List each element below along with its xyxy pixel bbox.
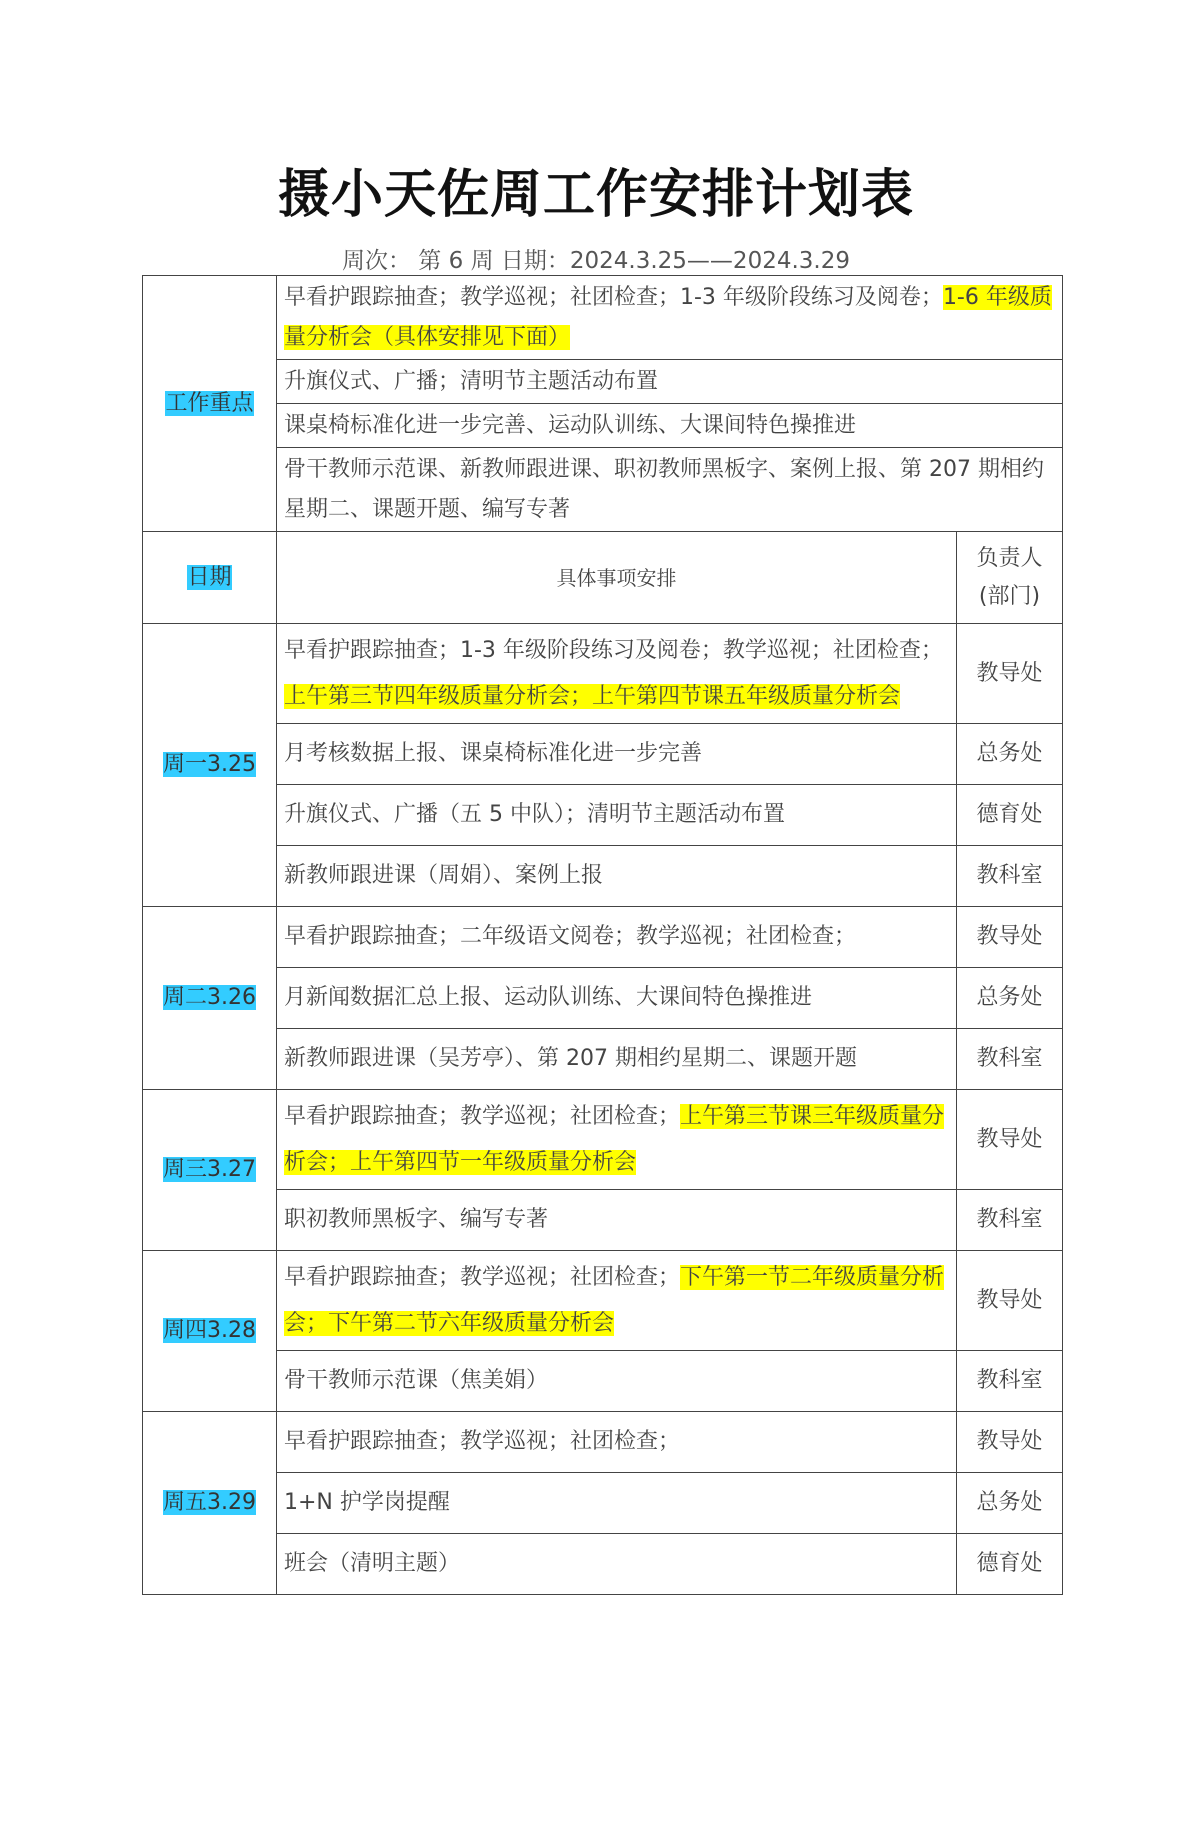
table-row <box>143 1190 1063 1251</box>
item-highlight: 下午第一节二年级质量分析会；下午第二节六年级质量分析会 <box>284 1264 945 1336</box>
item-text: 课桌椅标准化进一步完善、运动队训练、大课间特色操推进 <box>284 412 857 438</box>
item-highlight: 上午第三节课三年级质量分析会；上午第四节一年级质量分析会 <box>284 1103 945 1175</box>
table-row <box>143 907 1063 968</box>
day-label-cell <box>143 1251 277 1412</box>
day-label: 周一3.25 <box>163 752 256 777</box>
item-text: 骨干教师示范课（焦美娟） <box>284 1368 549 1393</box>
day-item <box>277 1029 957 1090</box>
focus-row <box>143 276 1063 360</box>
day-item <box>277 1473 957 1534</box>
dept-cell: 教导处 <box>957 907 1063 968</box>
dept-cell: 教导处 <box>957 1412 1063 1473</box>
page-title: 摄小天佐周工作安排计划表 <box>277 165 914 225</box>
week-date-subtitle: 周次： 第 6 周 日期：2024.3.25——2024.3.29 <box>342 248 850 274</box>
table-row <box>143 1534 1063 1595</box>
item-text: 早看护跟踪抽查；教学巡视；社团检查；1-3 年级阶段练习及阅卷； <box>284 284 943 310</box>
focus-label-cell <box>143 276 277 532</box>
day-item <box>277 1534 957 1595</box>
day-label: 周四3.28 <box>163 1318 256 1343</box>
table-row <box>143 785 1063 846</box>
day-label: 周五3.29 <box>163 1490 256 1515</box>
table-header-row <box>143 532 1063 624</box>
table-row <box>143 724 1063 785</box>
dept-cell: 德育处 <box>957 1534 1063 1595</box>
table-row <box>143 1351 1063 1412</box>
owner-header-line1: 负责人 <box>976 545 1043 571</box>
dept-cell: 教科室 <box>957 846 1063 907</box>
table-row <box>143 1473 1063 1534</box>
day-item <box>277 1351 957 1412</box>
day-label: 周二3.26 <box>163 985 256 1010</box>
table-row <box>143 846 1063 907</box>
item-text: 早看护跟踪抽查；1-3 年级阶段练习及阅卷；教学巡视；社团检查； <box>284 637 943 663</box>
day-label: 周三3.27 <box>163 1157 256 1182</box>
item-text: 升旗仪式、广播；清明节主题活动布置 <box>284 368 659 394</box>
item-text: 早看护跟踪抽查；教学巡视；社团检查； <box>284 1429 681 1454</box>
table-row <box>143 1090 1063 1190</box>
dept-cell: 总务处 <box>957 1473 1063 1534</box>
item-text: 职初教师黑板字、编写专著 <box>284 1207 549 1232</box>
focus-item <box>277 448 1063 532</box>
item-text: 早看护跟踪抽查；教学巡视；社团检查； <box>284 1103 681 1129</box>
dept-cell: 教科室 <box>957 1351 1063 1412</box>
day-item <box>277 1251 957 1351</box>
focus-item <box>277 404 1063 448</box>
focus-label: 工作重点 <box>165 390 254 416</box>
table-row <box>143 1251 1063 1351</box>
day-item <box>277 1412 957 1473</box>
day-item <box>277 624 957 724</box>
date-header-label: 日期 <box>187 564 232 590</box>
item-text: 升旗仪式、广播（五 5 中队）；清明节主题活动布置 <box>284 802 785 827</box>
day-item <box>277 846 957 907</box>
day-item <box>277 968 957 1029</box>
table-row <box>143 624 1063 724</box>
dept-cell: 德育处 <box>957 785 1063 846</box>
table-row <box>143 1029 1063 1090</box>
item-text: 班会（清明主题） <box>284 1551 461 1576</box>
dept-cell: 教科室 <box>957 1029 1063 1090</box>
owner-header-line2: (部门) <box>978 583 1041 609</box>
day-item <box>277 907 957 968</box>
item-text: 新教师跟进课（周娟）、案例上报 <box>284 863 604 888</box>
focus-row <box>143 360 1063 404</box>
day-item <box>277 724 957 785</box>
item-highlight: 上午第三节四年级质量分析会；上午第四节课五年级质量分析会 <box>284 683 901 709</box>
focus-row <box>143 404 1063 448</box>
day-item <box>277 785 957 846</box>
day-label-cell <box>143 907 277 1090</box>
item-text: 月新闻数据汇总上报、运动队训练、大课间特色操推进 <box>284 985 813 1010</box>
dept-cell: 教导处 <box>957 1090 1063 1190</box>
dept-cell: 教导处 <box>957 624 1063 724</box>
focus-item <box>277 276 1063 360</box>
item-text: 早看护跟踪抽查；教学巡视；社团检查； <box>284 1264 681 1290</box>
dept-cell: 总务处 <box>957 724 1063 785</box>
item-text: 新教师跟进课（吴芳亭）、第 207 期相约星期二、课题开题 <box>284 1046 857 1071</box>
day-item <box>277 1190 957 1251</box>
dept-cell: 总务处 <box>957 968 1063 1029</box>
focus-item <box>277 360 1063 404</box>
dept-cell: 教导处 <box>957 1251 1063 1351</box>
content-header: 具体事项安排 <box>277 532 957 624</box>
schedule-table <box>142 275 1063 1595</box>
table-row <box>143 968 1063 1029</box>
table-row <box>143 1412 1063 1473</box>
day-item <box>277 1090 957 1190</box>
day-label-cell <box>143 1412 277 1595</box>
item-text: 1+N 护学岗提醒 <box>284 1490 450 1515</box>
item-text: 骨干教师示范课、新教师跟进课、职初教师黑板字、案例上报、第 207 期相约星期二、课题开题、编写专著 <box>284 456 1044 522</box>
owner-header <box>957 532 1063 624</box>
item-text: 早看护跟踪抽查；二年级语文阅卷；教学巡视；社团检查； <box>284 924 857 949</box>
day-label-cell <box>143 1090 277 1251</box>
item-highlight: 1-6 年级质量分析会（具体安排见下面） <box>284 284 1052 350</box>
dept-cell: 教科室 <box>957 1190 1063 1251</box>
item-text: 月考核数据上报、课桌椅标准化进一步完善 <box>284 741 703 766</box>
day-label-cell <box>143 624 277 907</box>
focus-row <box>143 448 1063 532</box>
date-header <box>143 532 277 624</box>
